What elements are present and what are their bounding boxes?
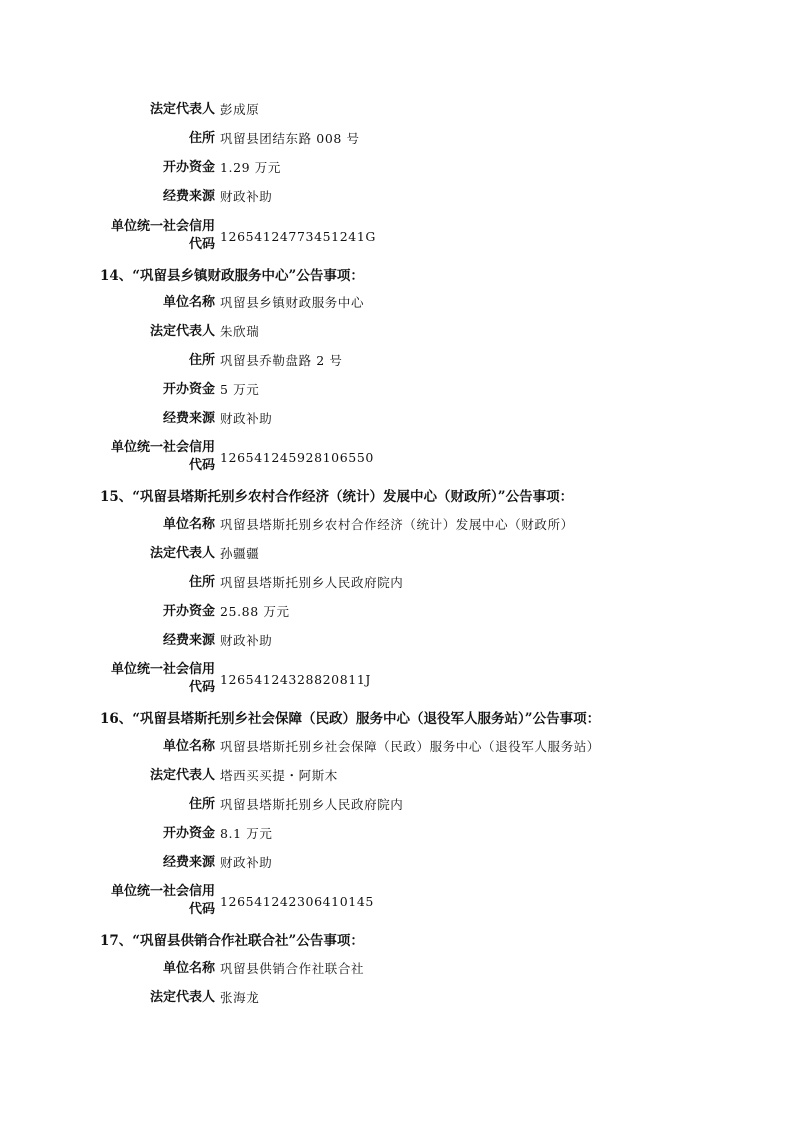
field-row — [0, 601, 793, 623]
field-value-source: 财政补助 — [220, 411, 273, 426]
field-row — [0, 572, 793, 594]
field-label-rep: 法定代表人 — [149, 324, 215, 339]
field-label-code: 单位统一社会信用 — [110, 662, 215, 677]
field-label-code: 单位统一社会信用 — [110, 440, 215, 455]
field-row — [0, 350, 793, 372]
field-value-addr: 巩留县乔勒盘路 2 号 — [220, 353, 343, 368]
field-row — [0, 408, 793, 430]
field-value-rep: 朱欣瑞 — [220, 324, 260, 339]
field-value-code: 12654124328820811J — [220, 672, 372, 687]
field-label-name: 单位名称 — [162, 517, 215, 532]
section-heading: 16、“巩留县塔斯托别乡社会保障（民政）服务中心（退役军人服务站）”公告事项： — [100, 711, 601, 727]
field-label-rep: 法定代表人 — [149, 768, 215, 783]
field-value-name: 巩留县塔斯托别乡农村合作经济（统计）发展中心（财政所） — [220, 517, 574, 532]
field-row — [0, 958, 793, 980]
field-value-capital: 5 万元 — [220, 382, 260, 397]
field-label-code: 单位统一社会信用 — [110, 219, 215, 234]
section-heading-row — [0, 486, 793, 508]
field-value-addr: 巩留县塔斯托别乡人民政府院内 — [220, 797, 404, 812]
field-label-name: 单位名称 — [162, 961, 215, 976]
field-label-source: 经费来源 — [162, 411, 215, 426]
field-label-code-suffix: 代码 — [188, 237, 215, 252]
field-row — [0, 379, 793, 401]
field-label-addr: 住所 — [188, 797, 215, 812]
field-row — [0, 292, 793, 314]
field-row — [0, 157, 793, 179]
field-row — [0, 128, 793, 150]
field-label-capital: 开办资金 — [162, 160, 215, 175]
section-heading: 17、“巩留县供销合作社联合社”公告事项： — [100, 933, 364, 949]
field-value-addr: 巩留县塔斯托别乡人民政府院内 — [220, 575, 404, 590]
field-label-code-suffix: 代码 — [188, 680, 215, 695]
section-heading: 15、“巩留县塔斯托别乡农村合作经济（统计）发展中心（财政所）”公告事项： — [100, 489, 574, 505]
field-label-name: 单位名称 — [162, 295, 215, 310]
section-heading: 14、“巩留县乡镇财政服务中心”公告事项： — [100, 268, 364, 284]
field-row-code — [0, 219, 793, 252]
field-value-addr: 巩留县团结东路 008 号 — [220, 131, 360, 146]
field-row — [0, 186, 793, 208]
field-label-capital: 开办资金 — [162, 826, 215, 841]
field-row — [0, 987, 793, 1009]
field-row-code — [0, 662, 793, 695]
field-value-rep: 彭成原 — [220, 102, 260, 117]
field-row — [0, 543, 793, 565]
section-heading-row — [0, 930, 793, 952]
field-value-name: 巩留县乡镇财政服务中心 — [220, 295, 365, 310]
field-row — [0, 823, 793, 845]
field-value-rep: 塔西买买提・阿斯木 — [220, 768, 338, 783]
field-label-addr: 住所 — [188, 575, 215, 590]
field-label-source: 经费来源 — [162, 189, 215, 204]
field-label-code-suffix: 代码 — [188, 458, 215, 473]
field-value-name: 巩留县塔斯托别乡社会保障（民政）服务中心（退役军人服务站） — [220, 739, 600, 754]
field-row — [0, 321, 793, 343]
section-heading-row — [0, 265, 793, 287]
field-label-capital: 开办资金 — [162, 604, 215, 619]
field-label-capital: 开办资金 — [162, 382, 215, 397]
field-value-source: 财政补助 — [220, 633, 273, 648]
field-row-code — [0, 884, 793, 917]
field-label-code-suffix: 代码 — [188, 902, 215, 917]
field-value-capital: 8.1 万元 — [220, 826, 273, 841]
field-label-name: 单位名称 — [162, 739, 215, 754]
field-row — [0, 852, 793, 874]
field-row — [0, 630, 793, 652]
field-row — [0, 736, 793, 758]
section-heading-row — [0, 708, 793, 730]
field-row — [0, 765, 793, 787]
field-label-source: 经费来源 — [162, 855, 215, 870]
field-value-source: 财政补助 — [220, 189, 273, 204]
field-value-code: 126541245928106550 — [220, 450, 374, 465]
field-value-capital: 1.29 万元 — [220, 160, 282, 175]
field-label-rep: 法定代表人 — [149, 546, 215, 561]
field-row — [0, 794, 793, 816]
field-row — [0, 99, 793, 121]
field-row-code — [0, 440, 793, 473]
field-value-rep: 孙疆疆 — [220, 546, 260, 561]
field-label-source: 经费来源 — [162, 633, 215, 648]
field-value-rep: 张海龙 — [220, 990, 260, 1005]
field-label-rep: 法定代表人 — [149, 990, 215, 1005]
field-label-addr: 住所 — [188, 131, 215, 146]
field-row — [0, 514, 793, 536]
field-value-code: 12654124773451241G — [220, 229, 376, 244]
field-value-capital: 25.88 万元 — [220, 604, 290, 619]
field-label-rep: 法定代表人 — [149, 102, 215, 117]
field-label-code: 单位统一社会信用 — [110, 884, 215, 899]
field-label-addr: 住所 — [188, 353, 215, 368]
field-value-code: 126541242306410145 — [220, 894, 374, 909]
field-value-source: 财政补助 — [220, 855, 273, 870]
field-value-name: 巩留县供销合作社联合社 — [220, 961, 365, 976]
